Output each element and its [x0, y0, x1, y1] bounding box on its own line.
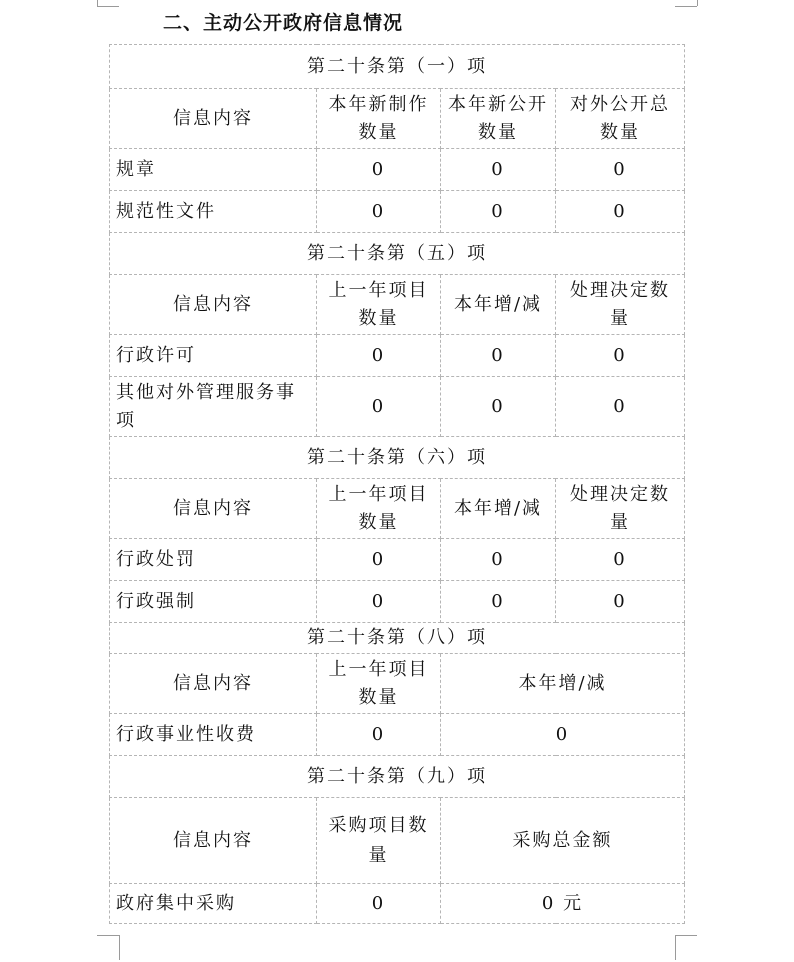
table-row [110, 714, 685, 756]
header-cell: 采购项目数量 [317, 798, 441, 884]
cell-value: 0 [317, 581, 441, 623]
section-title: 第二十条第（一）项 [110, 45, 685, 89]
header-cell: 对外公开总数量 [556, 89, 685, 149]
crop-mark [675, 935, 697, 936]
crop-mark [97, 935, 119, 936]
cell-value: 0 [441, 581, 556, 623]
row-label: 规章 [110, 149, 317, 191]
cell-value: 0 [317, 539, 441, 581]
cell-value: 0 [441, 377, 556, 437]
disclosure-table [109, 44, 685, 924]
header-row [110, 654, 685, 714]
section-title: 第二十条第（九）项 [110, 756, 685, 798]
crop-mark [119, 935, 120, 960]
header-row [110, 275, 685, 335]
header-cell: 信息内容 [110, 479, 317, 539]
header-cell: 本年新制作数量 [317, 89, 441, 149]
header-cell: 采购总金额 [441, 798, 685, 884]
cell-value: 0 [441, 714, 685, 756]
table-row [110, 149, 685, 191]
section-heading: 二、主动公开政府信息情况 [163, 12, 404, 34]
table-row [110, 335, 685, 377]
row-label: 规范性文件 [110, 191, 317, 233]
section-title-row [110, 437, 685, 479]
row-label: 行政事业性收费 [110, 714, 317, 756]
header-cell: 处理决定数量 [556, 479, 685, 539]
header-cell: 上一年项目数量 [317, 275, 441, 335]
cell-value: 0 [441, 191, 556, 233]
header-cell: 上一年项目数量 [317, 654, 441, 714]
cell-value: 0 [441, 335, 556, 377]
cell-value: 0 [317, 377, 441, 437]
cell-value: 0 [317, 714, 441, 756]
cell-value: 0 [317, 191, 441, 233]
section-title: 第二十条第（五）项 [110, 233, 685, 275]
cell-value: 0 [317, 884, 441, 924]
table-row [110, 191, 685, 233]
cell-value: 0 [556, 335, 685, 377]
cell-value: 0 [556, 191, 685, 233]
crop-mark [697, 0, 698, 6]
header-row [110, 479, 685, 539]
cell-value: 0 [441, 149, 556, 191]
header-cell: 本年增/减 [441, 654, 685, 714]
row-label: 政府集中采购 [110, 884, 317, 924]
header-cell: 本年新公开数量 [441, 89, 556, 149]
header-cell: 本年增/减 [441, 275, 556, 335]
cell-value: 0 元 [441, 884, 685, 924]
cell-value: 0 [556, 581, 685, 623]
section-title: 第二十条第（八）项 [110, 623, 685, 654]
table-row [110, 377, 685, 437]
header-cell: 信息内容 [110, 89, 317, 149]
section-title-row [110, 233, 685, 275]
crop-mark [675, 935, 676, 960]
row-label: 行政处罚 [110, 539, 317, 581]
cell-value: 0 [556, 377, 685, 437]
row-label: 其他对外管理服务事项 [110, 377, 317, 437]
cell-value: 0 [556, 149, 685, 191]
table-row [110, 539, 685, 581]
cell-value: 0 [317, 335, 441, 377]
cell-value: 0 [556, 539, 685, 581]
header-cell: 信息内容 [110, 275, 317, 335]
row-label: 行政强制 [110, 581, 317, 623]
header-cell: 信息内容 [110, 654, 317, 714]
crop-mark [675, 6, 697, 7]
header-cell: 上一年项目数量 [317, 479, 441, 539]
header-cell: 处理决定数量 [556, 275, 685, 335]
section-title-row [110, 623, 685, 654]
row-label: 行政许可 [110, 335, 317, 377]
crop-mark [97, 6, 119, 7]
header-cell: 信息内容 [110, 798, 317, 884]
section-title-row [110, 45, 685, 89]
table-row [110, 581, 685, 623]
cell-value: 0 [441, 539, 556, 581]
header-row [110, 798, 685, 884]
header-row [110, 89, 685, 149]
section-title-row [110, 756, 685, 798]
header-cell: 本年增/减 [441, 479, 556, 539]
table-row [110, 884, 685, 924]
cell-value: 0 [317, 149, 441, 191]
section-title: 第二十条第（六）项 [110, 437, 685, 479]
